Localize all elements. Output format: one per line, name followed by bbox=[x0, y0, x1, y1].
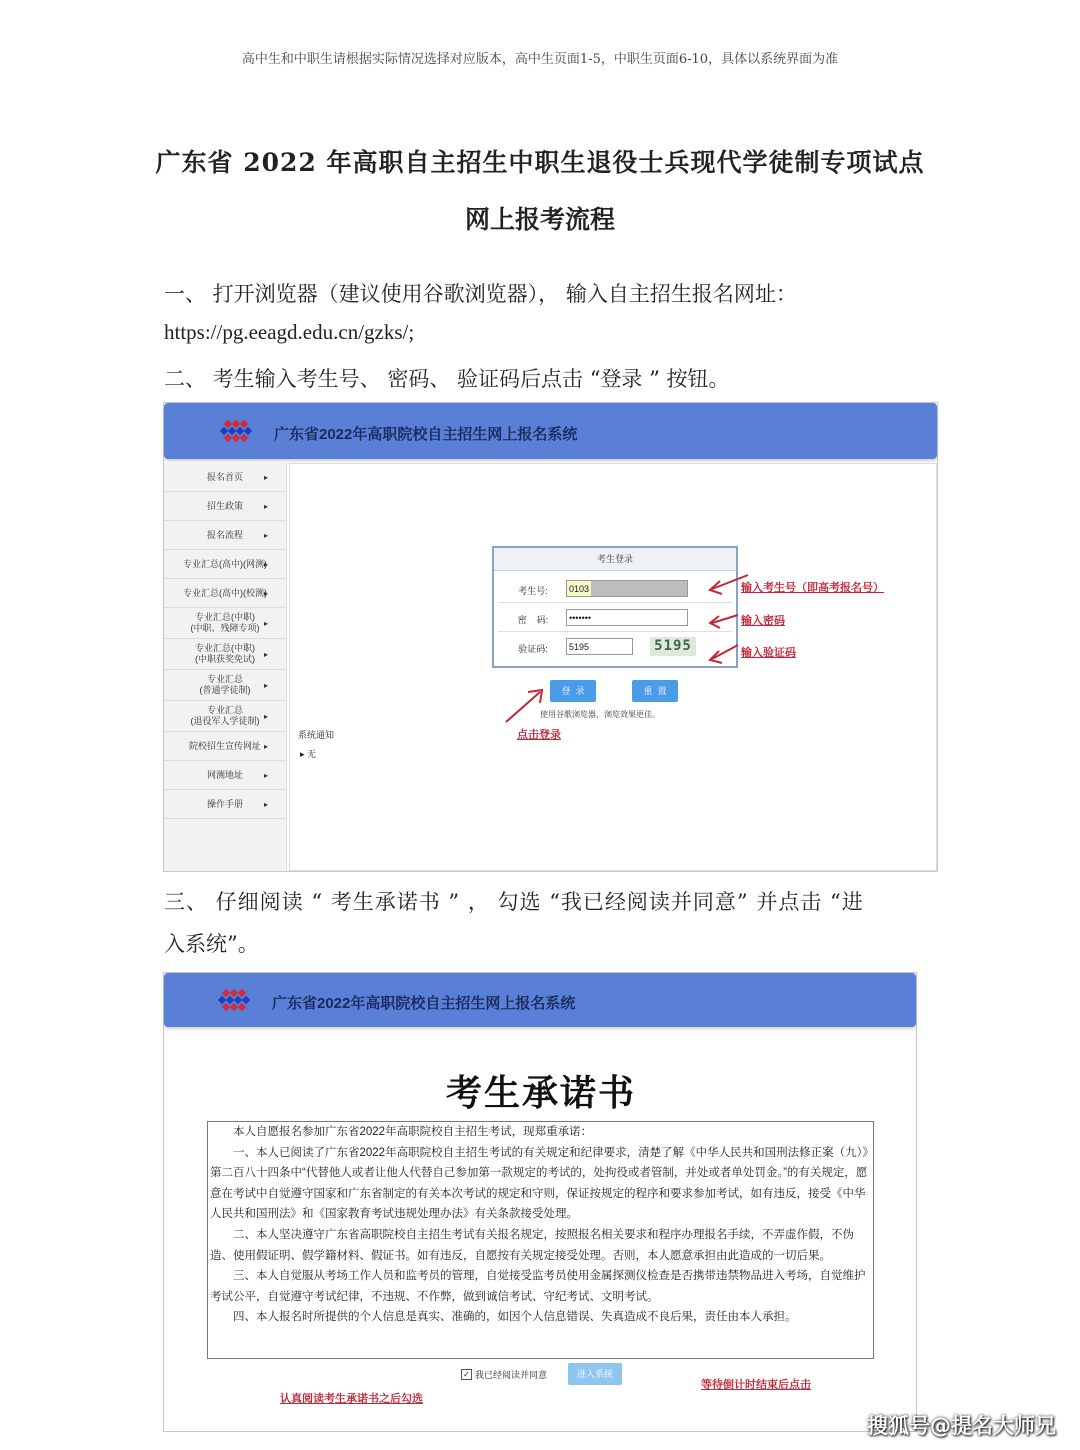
enter-system-button[interactable]: 进入系统 bbox=[568, 1363, 622, 1385]
reset-button[interactable]: 重 置 bbox=[632, 680, 678, 702]
pledge-title: 考生承诺书 bbox=[446, 1072, 637, 1113]
arrow-to-login-icon bbox=[502, 686, 548, 726]
agree-checkbox[interactable]: ✓ bbox=[461, 1369, 472, 1380]
annotation-enter-password: 输入密码 bbox=[741, 614, 785, 627]
step-3-text-line2: 入系统”。 bbox=[164, 932, 259, 956]
system-logo-icon bbox=[218, 419, 256, 443]
login-header: 考生登录 bbox=[494, 548, 736, 571]
annotation-click-login: 点击登录 bbox=[517, 728, 561, 741]
sidebar-item-college-sites[interactable]: 院校招生宣传网址 ▸ bbox=[164, 732, 286, 761]
login-row-id bbox=[498, 576, 732, 603]
agree-label: 我已经阅读并同意 bbox=[475, 1370, 548, 1380]
captcha-label: 验证码: bbox=[518, 644, 548, 654]
watermark: 搜狐号@提名大师兄 bbox=[867, 1414, 1056, 1438]
arrow-to-captcha-icon bbox=[704, 639, 744, 665]
sidebar-item-process[interactable]: 报名流程 ▸ bbox=[164, 521, 286, 550]
step-3-text-line1: 三、 仔细阅读 “ 考生承诺书 ” ， 勾选 “我已经阅读并同意” 并点击 “进 bbox=[164, 890, 864, 914]
sidebar-item-apprentice[interactable]: 专业汇总 (普通学徒制) ▸ bbox=[164, 670, 286, 701]
annotation-enter-id: 输入考生号（即高考报名号） bbox=[741, 581, 884, 594]
captcha-image[interactable]: 5195 bbox=[650, 637, 696, 656]
system-banner bbox=[164, 403, 937, 459]
exam-id-label: 考生号: bbox=[518, 586, 548, 596]
agree-checkbox-row[interactable] bbox=[461, 1368, 547, 1381]
exam-id-input[interactable]: 0103 bbox=[566, 580, 688, 597]
page-title: 广东省 2022 年高职自主招生中职生退役士兵现代学徒制专项试点 bbox=[155, 148, 925, 177]
sidebar-item-hs-online[interactable]: 专业汇总(高中)(网测) ▸ bbox=[164, 550, 286, 579]
pledge-paragraph: 二、本人坚决遵守广东省高职院校自主招生考试有关报名规定，按照报名相关要求和程序办理报名手续，不弄虚作假，不伪造、使用假证明、假学籍材料、假证书。如有违反，自愿按有关规定接受处理。否则，本人愿意承担由此造成的一切后果。 bbox=[210, 1228, 854, 1262]
password-input[interactable]: ••••••• bbox=[566, 609, 688, 626]
sidebar-item-policy[interactable]: 招生政策 ▸ bbox=[164, 492, 286, 521]
sidebar-item-vs-special[interactable]: 专业汇总(中职) (中职、残障专项) ▸ bbox=[164, 608, 286, 639]
pledge-paragraph: 本人自愿报名参加广东省2022年高职院校自主招生考试，现郑重承诺： bbox=[233, 1126, 593, 1138]
step-1-text: 一、 打开浏览器（建议使用谷歌浏览器）， 输入自主招生报名网址： bbox=[164, 282, 797, 306]
captcha-input[interactable]: 5195 bbox=[566, 638, 633, 655]
notice-label: 系统通知 bbox=[298, 730, 335, 740]
pledge-text-box bbox=[207, 1121, 874, 1359]
login-row-captcha bbox=[498, 634, 732, 660]
header-note: 高中生和中职生请根据实际情况选择对应版本，高中生页面1-5，中职生页面6-10，具体以系统界面为准 bbox=[241, 52, 839, 67]
sidebar-item-veteran[interactable]: 专业汇总 (退役军人学徒制) ▸ bbox=[164, 701, 286, 732]
login-screenshot bbox=[163, 402, 938, 872]
sidebar-item-hs-campus[interactable]: 专业汇总(高中)(校测) ▸ bbox=[164, 579, 286, 608]
browser-tip: 使用谷歌浏览器，浏览效果更佳。 bbox=[540, 710, 660, 719]
system-name: 广东省2022年高职院校自主招生网上报名系统 bbox=[274, 426, 578, 443]
arrow-to-password-icon bbox=[704, 607, 744, 631]
notice-item: ▸ 无 bbox=[300, 749, 317, 759]
login-button[interactable]: 登 录 bbox=[550, 680, 596, 702]
system-banner-2 bbox=[164, 973, 916, 1027]
page-subtitle: 网上报考流程 bbox=[464, 205, 615, 234]
sidebar-item-home[interactable]: 报名首页 ▸ bbox=[164, 463, 286, 492]
password-label: 密 码: bbox=[517, 615, 549, 625]
login-box bbox=[492, 546, 738, 668]
notice-item-text: 无 bbox=[307, 749, 317, 759]
sidebar bbox=[164, 463, 287, 871]
sidebar-item-vs-award[interactable]: 专业汇总(中职) (中职获奖免试) ▸ bbox=[164, 639, 286, 670]
login-row-password bbox=[498, 605, 732, 632]
pledge-paragraph: 四、本人报名时所提供的个人信息是真实、准确的，如因个人信息错误、失真造成不良后果，责任由本人承担。 bbox=[233, 1311, 797, 1324]
pledge-screenshot bbox=[163, 972, 917, 1432]
system-name-2: 广东省2022年高职院校自主招生网上报名系统 bbox=[272, 995, 576, 1012]
annotation-read-then-check: 认真阅读考生承诺书之后勾选 bbox=[280, 1392, 423, 1405]
step-2-text: 二、 考生输入考生号、 密码、 验证码后点击 “登录 ” 按钮。 bbox=[164, 367, 730, 391]
sidebar-item-manual[interactable]: 操作手册 ▸ bbox=[164, 790, 286, 819]
sidebar-item-test-address[interactable]: 网测地址 ▸ bbox=[164, 761, 286, 790]
step-1-url: https://pg.eeagd.edu.cn/gzks/; bbox=[164, 320, 415, 344]
pledge-paragraph: 一、本人已阅读了广东省2022年高职院校自主招生考试的有关规定和纪律要求，清楚了解《中华人民共和国刑法修正案（九）》第二百八十四条中“代替他人或者让他人代替自己参加第一款规定的考试的，处拘役或者管制，并处或者单处罚金。”的有关规定，愿意在考试中自觉遵守国家和广东省制定的有关本次考试的规定和守则，保证按规定的程序和要求参加考试，如有违反，接受《中华人民共和国刑法》和《国家教育考试违规处理办法》有关条款接受处理。 bbox=[210, 1146, 869, 1221]
annotation-click-after-countdown: 等待倒计时结束后点击 bbox=[701, 1378, 811, 1391]
system-logo-icon-2 bbox=[216, 988, 254, 1012]
annotation-enter-captcha: 输入验证码 bbox=[741, 646, 796, 659]
pledge-paragraph: 三、本人自觉服从考场工作人员和监考员的管理，自觉接受监考员使用金属探测仪检查是否携带违禁物品进入考场，自觉维护考试公平，自觉遵守考试纪律，不违规、不作弊，做到诚信考试、守纪考试、文明考试。 bbox=[210, 1270, 866, 1303]
